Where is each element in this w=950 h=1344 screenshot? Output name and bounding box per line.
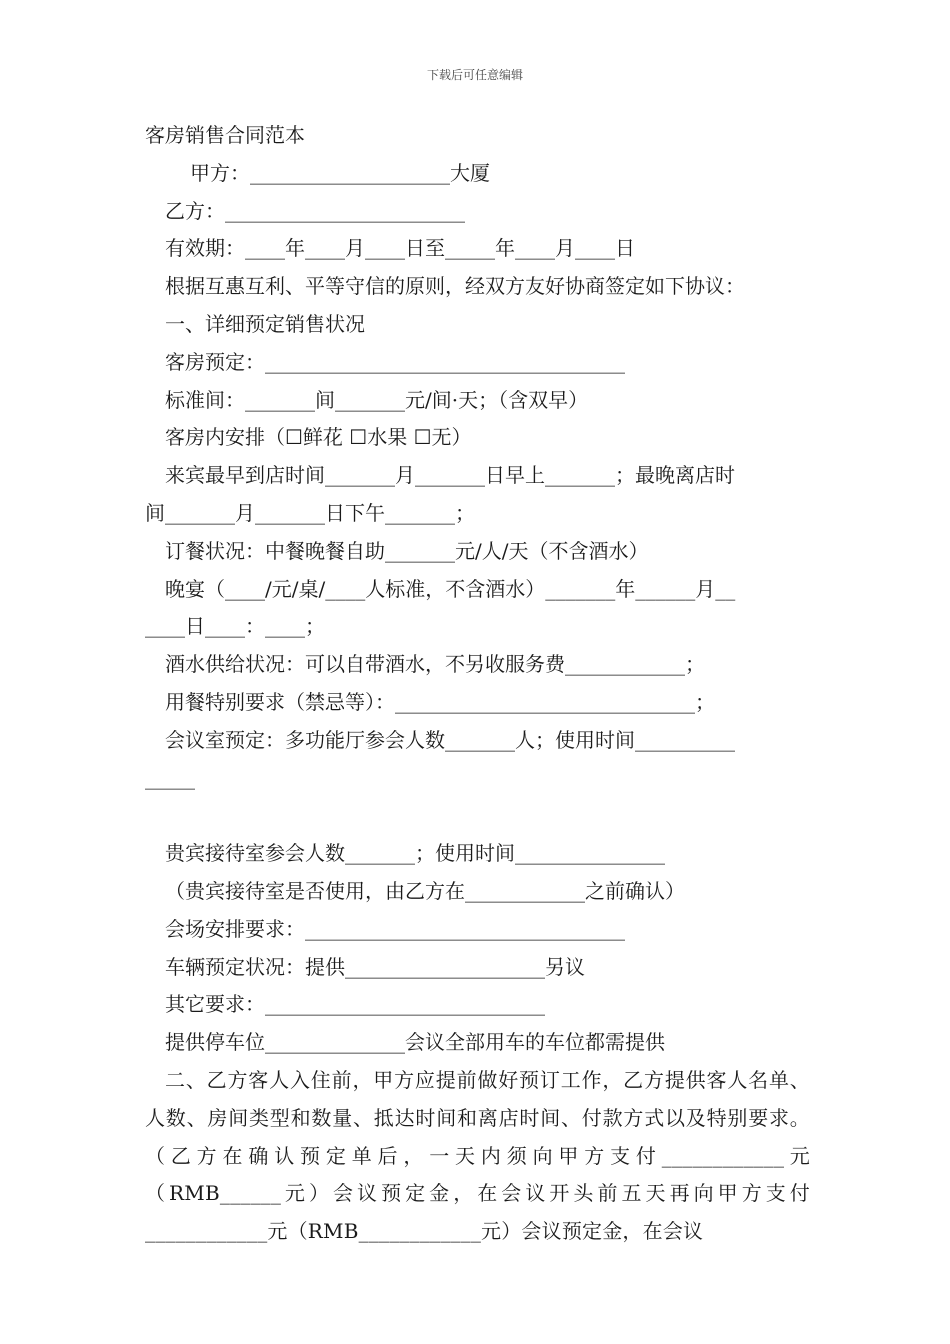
contract-line: 客房预定：____________________________________	[165, 349, 625, 374]
contract-line: 用餐特别要求（禁忌等）：______________________________；	[165, 689, 715, 714]
contract-line: 标准间：_______间_______元/间·天；（含双早）	[165, 387, 589, 412]
contract-line: 甲方：____________________大厦	[190, 160, 490, 185]
contract-line: ____日____：____；	[145, 614, 325, 639]
contract-line: 订餐状况：中餐晚餐自助_______元/人/天（不含酒水）	[165, 538, 649, 563]
contract-body	[145, 117, 810, 1251]
contract-line: 乙方：________________________	[165, 198, 465, 223]
contract-line	[145, 797, 810, 835]
page-header: 下载后可任意编辑	[426, 68, 523, 82]
document-title: 客房销售合同范本	[145, 123, 305, 147]
contract-line: 会场安排要求：________________________________	[165, 916, 625, 941]
contract-line: 贵宾接待室参会人数_______；使用时间_______________	[165, 841, 665, 866]
contract-line: 根据互惠互利、平等守信的原则，经双方友好协商签定如下协议：	[165, 274, 745, 299]
contract-line: 酒水供给状况：可以自带酒水，不另收服务费____________；	[165, 652, 705, 677]
contract-line: 一、详细预定销售状况	[165, 311, 365, 336]
contract-line: _____	[145, 765, 195, 790]
contract-line: 来宾最早到店时间_______月_______日早上_______；最晚离店时	[165, 463, 735, 488]
contract-line: 其它要求：____________________________	[165, 992, 545, 1017]
contract-line: 会议室预定：多功能厅参会人数_______人；使用时间__________	[165, 727, 735, 752]
contract-line: 提供停车位______________会议全部用车的车位都需提供	[165, 1030, 665, 1055]
contract-line: 客房内安排（☐鲜花 ☐水果 ☐无）	[165, 425, 472, 450]
contract-line: 车辆预定状况：提供____________________另议	[165, 954, 585, 979]
contract-line: 间_______月_______日下午_______；	[145, 500, 475, 525]
contract-line: （贵宾接待室是否使用，由乙方在____________之前确认）	[165, 878, 685, 903]
contract-line: 晚宴（____/元/桌/____人标准，不含酒水）_______年______月__	[165, 576, 736, 601]
contract-line: 有效期：____年____月____日至_____年____月____日	[165, 236, 635, 261]
contract-paragraph: 二、乙方客人入住前，甲方应提前做好预订工作，乙方提供客人名单、人数、房间类型和数量、抵达时间和离店时间、付款方式以及特别要求。（乙方在确认预定单后，一天内须向甲方支付____________元（RMB______元）会议预定金，在会议开头前五天再向甲方支付____________元（RMB____________元）会议预定金，在会议	[145, 1067, 810, 1244]
